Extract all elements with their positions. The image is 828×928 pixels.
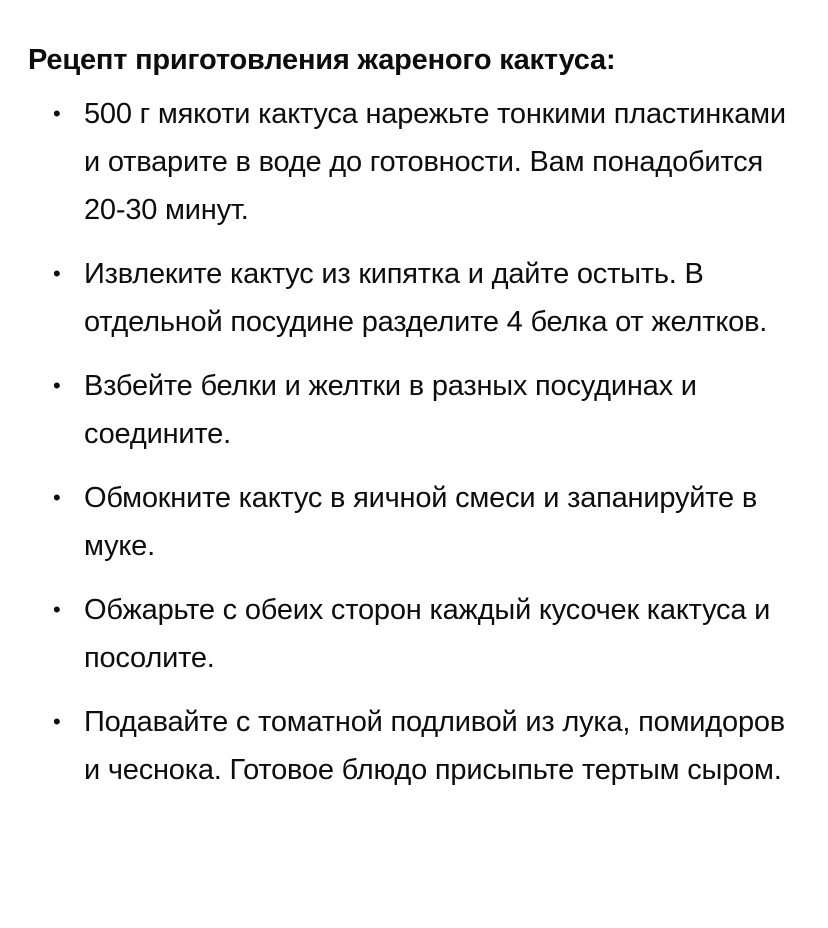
bullet-icon: • (53, 261, 61, 286)
recipe-step-text: Подавайте с томатной подливой из лука, помидоров и чеснока. Готовое блюдо присыпьте тертым сыром. (84, 706, 786, 786)
recipe-step-6 (28, 698, 808, 794)
recipe-step-4 (28, 474, 808, 570)
bullet-icon: • (53, 373, 61, 398)
bullet-icon: • (53, 101, 61, 126)
recipe-title: Рецепт приготовления жареного кактуса: (28, 44, 616, 76)
bullet-icon: • (53, 597, 61, 622)
recipe-step-1 (28, 90, 808, 234)
recipe-step-2 (28, 250, 808, 346)
recipe-step-3 (28, 362, 808, 458)
recipe-step-5 (28, 586, 808, 682)
recipe-step-text: 500 г мякоти кактуса нарежьте тонкими пластинками и отварите в воде до готовности. Вам понадобится 20-30 минут. (84, 98, 786, 226)
recipe-steps-list (28, 90, 808, 794)
recipe-step-text: Извлеките кактус из кипятка и дайте остыть. В отдельной посудине разделите 4 белка от желтков. (84, 258, 768, 338)
recipe-step-text: Обжарьте с обеих сторон каждый кусочек кактуса и посолите. (84, 594, 771, 674)
recipe-step-text: Обмокните кактус в яичной смеси и запанируйте в муке. (84, 482, 758, 562)
bullet-icon: • (53, 709, 61, 734)
recipe-step-text: Взбейте белки и желтки в разных посудинах и соедините. (84, 370, 697, 450)
bullet-icon: • (53, 485, 61, 510)
